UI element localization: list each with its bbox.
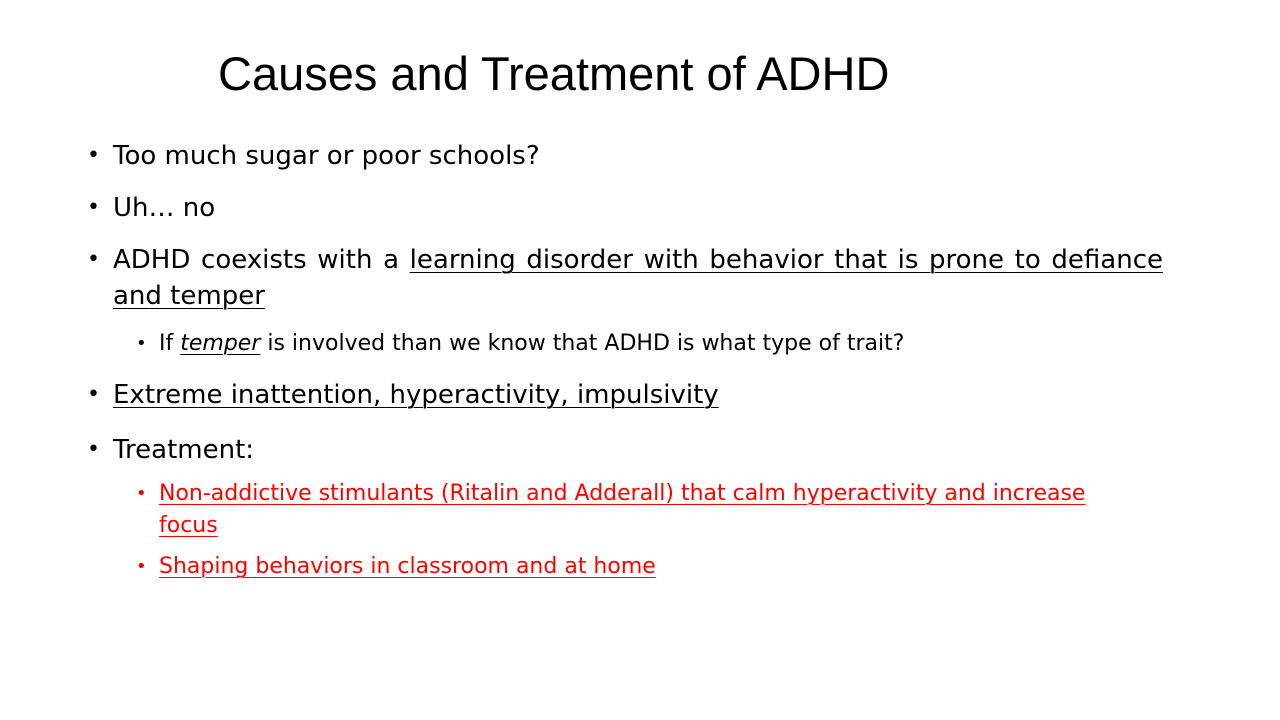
- sub-bullet-temper: [136, 328, 1159, 360]
- sub-bullet-stimulants: [136, 478, 1129, 542]
- bullet-dot-icon: •: [87, 143, 100, 168]
- sub-bullet-text: Non-addictive stimulants (Ritalin and Adderall) that calm hyperactivity and increase focus: [159, 481, 1086, 538]
- bullet-text-prefix: ADHD coexists with a: [113, 245, 410, 275]
- bullet-treatment: [87, 432, 1163, 468]
- bullet-uh-no: [87, 190, 1163, 226]
- bullet-text: Extreme inattention, hyperactivity, impulsivity: [113, 380, 719, 410]
- sub-bullet-shaping: [136, 551, 1159, 583]
- bullet-dot-icon: •: [87, 247, 100, 272]
- sub-bullet-dot-icon: •: [136, 556, 147, 577]
- bullet-sugar-question: [87, 138, 1163, 174]
- sub-bullet-prefix: If: [159, 331, 181, 356]
- slide-title: Causes and Treatment of ADHD: [218, 47, 890, 100]
- bullet-symptoms: [87, 377, 1163, 413]
- bullet-text: Treatment:: [113, 435, 255, 465]
- sub-bullet-text: Shaping behaviors in classroom and at home: [159, 554, 656, 579]
- sub-bullet-dot-icon: •: [136, 333, 147, 354]
- bullet-text-underlined: learning disorder with behavior that is prone to defiance and temper: [113, 245, 1163, 311]
- bullet-dot-icon: •: [87, 382, 100, 407]
- bullet-dot-icon: •: [87, 195, 100, 220]
- sub-bullet-suffix: is involved than we know that ADHD is what type of trait?: [260, 331, 905, 356]
- bullet-coexists: [87, 242, 1163, 314]
- bullet-text: Too much sugar or poor schools?: [113, 141, 540, 171]
- sub-bullet-emphasis: temper: [180, 331, 261, 356]
- sub-bullet-dot-icon: •: [136, 483, 147, 504]
- bullet-dot-icon: •: [87, 437, 100, 462]
- bullet-text: Uh… no: [113, 193, 216, 223]
